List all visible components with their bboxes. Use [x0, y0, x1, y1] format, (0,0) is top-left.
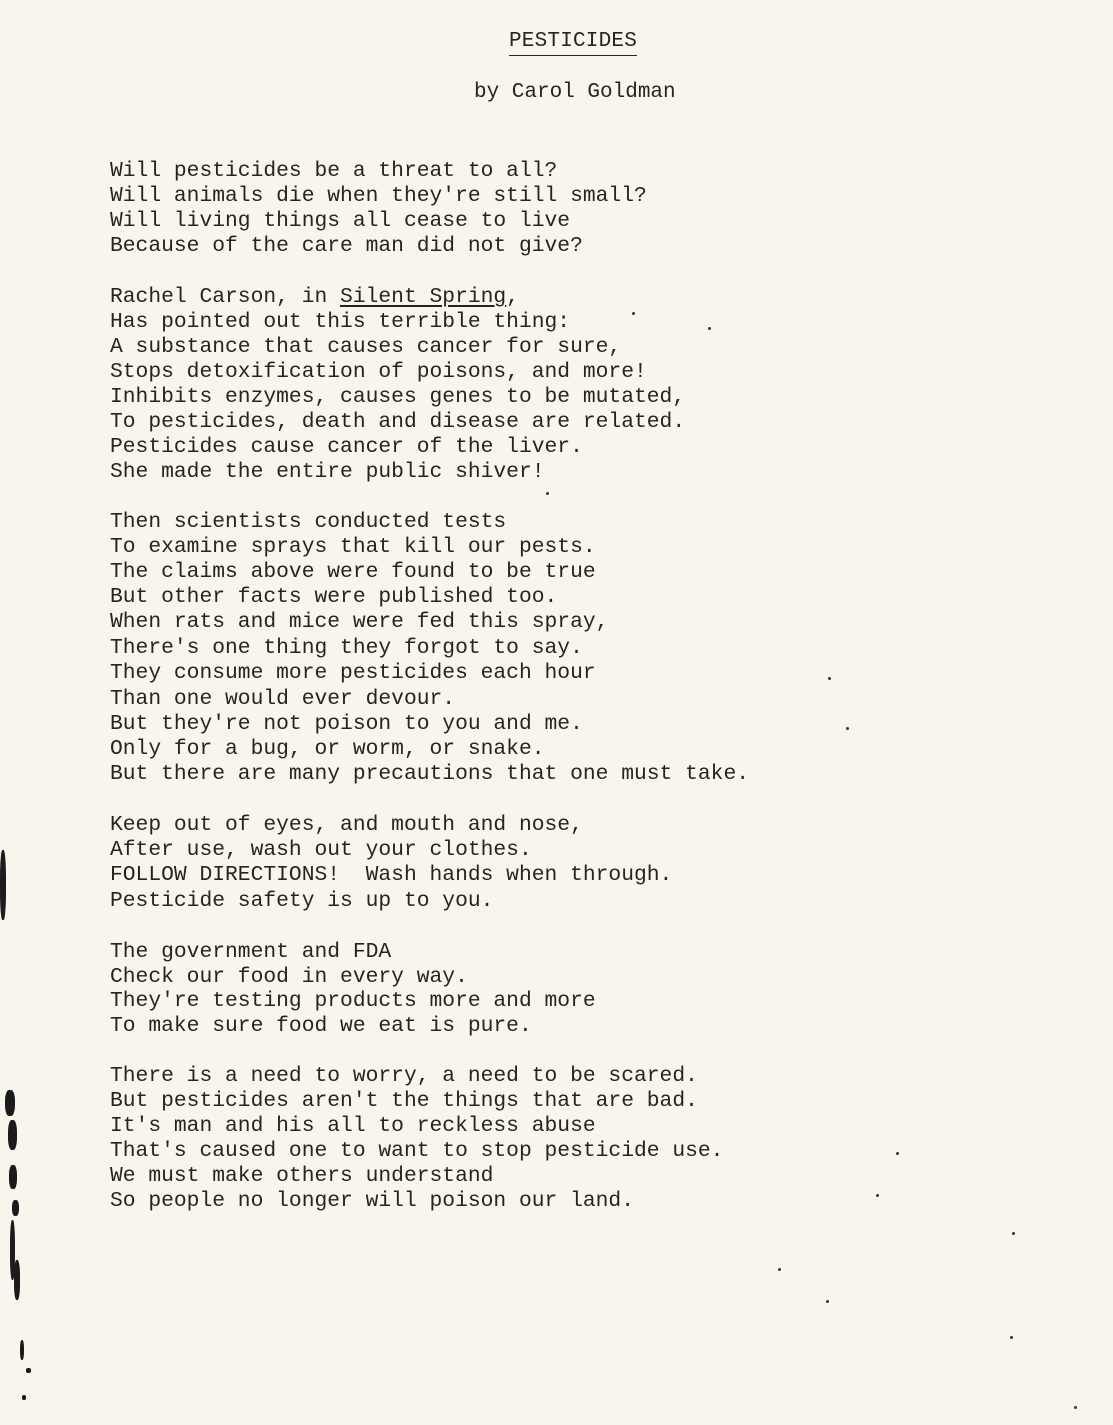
book-title-silent-spring: Silent Spring — [340, 285, 507, 309]
poem-line: Than one would ever devour. — [110, 687, 456, 711]
poem-line-suffix: , — [506, 285, 519, 309]
poem-line: Stops detoxification of poisons, and more! — [110, 360, 647, 384]
paper-speck — [1010, 1336, 1013, 1339]
paper-speck — [896, 1152, 899, 1155]
poem-line: So people no longer will poison our land. — [110, 1189, 634, 1213]
paper-speck — [1012, 1232, 1015, 1235]
poem-line: She made the entire public shiver! — [110, 460, 545, 484]
poem-line: But other facts were published too. — [110, 585, 558, 609]
poem-line: To pesticides, death and disease are related. — [110, 410, 686, 434]
poem-line: We must make others understand — [110, 1164, 494, 1188]
poem-line: To make sure food we eat is pure. — [110, 1014, 532, 1038]
document-author: by Carol Goldman — [474, 81, 676, 104]
poem-line: It's man and his all to reckless abuse — [110, 1114, 596, 1138]
poem-line: Pesticide safety is up to you. — [110, 889, 494, 913]
poem-line: Will pesticides be a threat to all? — [110, 159, 558, 183]
paper-speck — [828, 677, 831, 680]
poem-line: A substance that causes cancer for sure, — [110, 335, 622, 359]
paper-speck — [846, 727, 849, 730]
poem-line: But they're not poison to you and me. — [110, 712, 583, 736]
poem-line: The government and FDA — [110, 940, 392, 964]
poem-line: Inhibits enzymes, causes genes to be mutated, — [110, 385, 686, 409]
poem-line: When rats and mice were fed this spray, — [110, 610, 609, 634]
paper-speck — [1074, 1406, 1077, 1409]
poem-line: After use, wash out your clothes. — [110, 838, 532, 862]
paper-speck — [778, 1268, 781, 1271]
poem-line: There is a need to worry, a need to be scared. — [110, 1064, 698, 1088]
poem-line: Keep out of eyes, and mouth and nose, — [110, 813, 583, 837]
binding-edge-marks — [0, 820, 34, 1420]
poem-line: There's one thing they forgot to say. — [110, 636, 583, 660]
poem-line: To examine sprays that kill our pests. — [110, 535, 596, 559]
poem-line: Will animals die when they're still small? — [110, 184, 647, 208]
paper-speck — [632, 312, 635, 315]
poem-line: Only for a bug, or worm, or snake. — [110, 737, 545, 761]
poem-line-prefix: Rachel Carson, in — [110, 285, 341, 309]
paper-speck — [708, 327, 711, 330]
poem-line: They're testing products more and more — [110, 989, 596, 1013]
poem-line: Has pointed out this terrible thing: — [110, 310, 571, 334]
poem-line: The claims above were found to be true — [110, 560, 596, 584]
poem-line: They consume more pesticides each hour — [110, 661, 596, 685]
paper-speck — [826, 1300, 829, 1303]
paper-speck — [876, 1194, 879, 1197]
poem-line: FOLLOW DIRECTIONS! Wash hands when through. — [110, 863, 673, 887]
poem-line-silent-spring — [110, 285, 519, 310]
poem-line: That's caused one to want to stop pesticide use. — [110, 1139, 724, 1163]
paper-speck — [546, 492, 549, 495]
poem-line: Will living things all cease to live — [110, 209, 571, 233]
poem-line: Then scientists conducted tests — [110, 510, 507, 534]
poem-line: Pesticides cause cancer of the liver. — [110, 435, 583, 459]
poem-line: But there are many precautions that one must take. — [110, 762, 750, 786]
poem-line: Because of the care man did not give? — [110, 234, 583, 258]
poem-line: But pesticides aren't the things that are bad. — [110, 1089, 698, 1113]
poem-line: Check our food in every way. — [110, 965, 468, 989]
document-title: PESTICIDES — [509, 30, 637, 56]
